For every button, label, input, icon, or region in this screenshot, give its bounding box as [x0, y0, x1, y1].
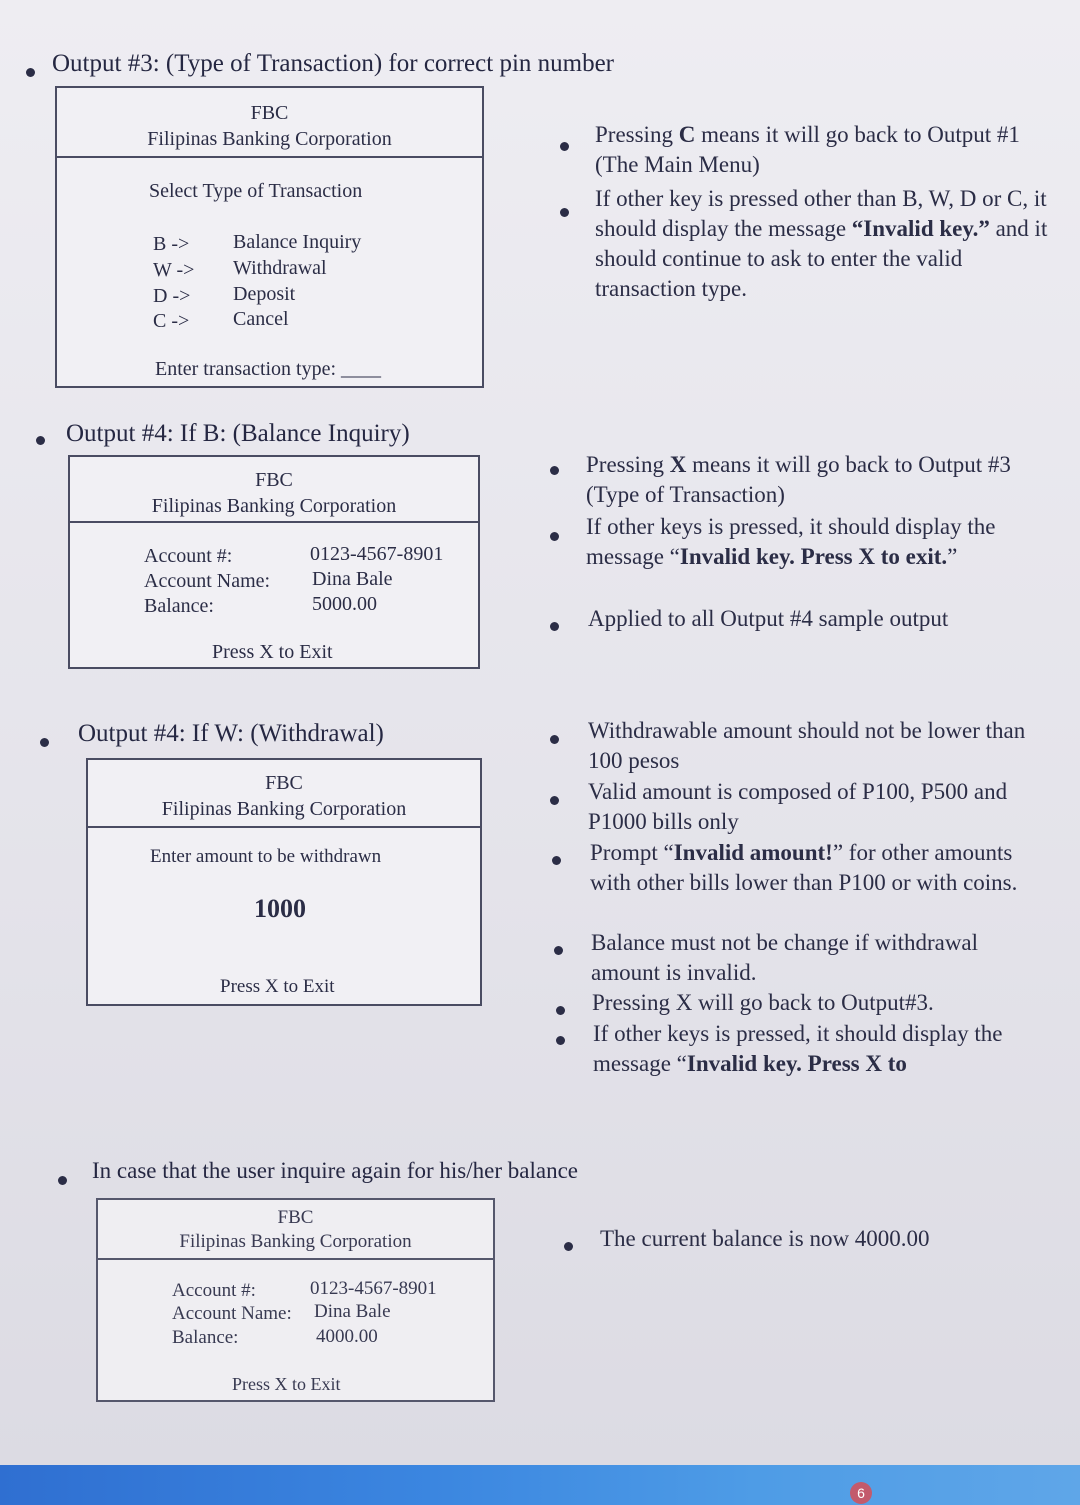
fbc-menu-box — [55, 86, 484, 388]
option-label-withdrawal: Withdrawal — [233, 257, 327, 279]
account-number-value: 0123-4567-8901 — [310, 543, 444, 565]
account-number-value: 0123-4567-8901 — [310, 1278, 437, 1299]
note-current-balance: The current balance is now 4000.00 — [600, 1226, 930, 1251]
balance-label: Balance: — [144, 595, 214, 617]
bank-full-name: Filipinas Banking Corporation — [151, 495, 397, 517]
bullet-icon — [58, 1176, 67, 1185]
bullet-icon — [560, 208, 569, 217]
option-key-d: D -> — [153, 285, 191, 307]
bullet-icon — [552, 856, 561, 865]
option-label-cancel: Cancel — [233, 308, 289, 330]
box-header — [88, 760, 480, 828]
note-x-back: Pressing X will go back to Output#3. — [592, 990, 934, 1015]
bank-full-name: Filipinas Banking Corporation — [147, 128, 392, 150]
exit-instruction: Press X to Exit — [220, 976, 335, 997]
note-applied-all: Applied to all Output #4 sample output — [588, 606, 949, 631]
notification-badge[interactable]: 6 — [850, 1482, 872, 1504]
bank-full-name: Filipinas Banking Corporation — [161, 798, 407, 820]
bank-full-name: Filipinas Banking Corporation — [179, 1231, 412, 1252]
note-invalid-key-withdrawal: If other keys is pressed, it should display the message “Invalid key. Press X to — [593, 1021, 1003, 1076]
section-heading-inquire-again: In case that the user inquire again for his/her balance — [92, 1158, 578, 1183]
note-invalid-amount: Prompt “Invalid amount!” for other amounts with other bills lower than P100 or with coins. — [590, 840, 1018, 895]
note-c-key: Pressing C means it will go back to Output #1 (The Main Menu) — [595, 122, 1020, 177]
section-heading-balance-inquiry: Output #4: If B: (Balance Inquiry) — [66, 420, 410, 447]
box-header — [70, 457, 478, 523]
bank-short-name: FBC — [250, 102, 289, 124]
withdraw-amount-value: 1000 — [254, 894, 306, 923]
bullet-icon — [550, 466, 559, 475]
note-invalid-key: If other key is pressed other than B, W, D or C, it should display the message “Invalid key.” and it should continue to ask to enter the valid transaction type. — [595, 186, 1048, 301]
bullet-icon — [36, 436, 45, 445]
account-number-label: Account #: — [172, 1280, 256, 1301]
section-heading-output-3: Output #3: (Type of Transaction) for correct pin number — [52, 50, 615, 77]
taskbar — [0, 1465, 1080, 1505]
bullet-icon — [556, 1036, 565, 1045]
option-key-b: B -> — [153, 233, 190, 255]
note-balance-unchanged: Balance must not be change if withdrawal amount is invalid. — [591, 930, 979, 985]
withdraw-amount-prompt: Enter amount to be withdrawn — [150, 846, 382, 867]
exit-instruction: Press X to Exit — [212, 641, 333, 663]
account-name-value: Dina Bale — [314, 1301, 391, 1322]
balance-value: 4000.00 — [316, 1326, 378, 1347]
option-key-c: C -> — [153, 310, 190, 332]
select-type-title: Select Type of Transaction — [149, 180, 363, 202]
balance-label: Balance: — [172, 1327, 239, 1348]
option-label-deposit: Deposit — [233, 283, 296, 305]
bullet-icon — [550, 796, 559, 805]
bank-short-name: FBC — [255, 469, 293, 491]
fbc-balance-box-updated — [96, 1198, 495, 1402]
option-label-balance: Balance Inquiry — [233, 231, 362, 253]
box-header — [57, 88, 482, 158]
option-key-w: W -> — [153, 259, 195, 281]
balance-value: 5000.00 — [312, 593, 377, 615]
bullet-icon — [550, 735, 559, 744]
bullet-icon — [26, 68, 35, 77]
bank-short-name: FBC — [277, 1207, 314, 1228]
bullet-icon — [550, 532, 559, 541]
box-header — [98, 1200, 493, 1260]
bullet-icon — [556, 1006, 565, 1015]
bullet-icon — [560, 142, 569, 151]
account-name-label: Account Name: — [144, 570, 271, 592]
account-name-value: Dina Bale — [312, 568, 393, 590]
bullet-icon — [564, 1242, 573, 1251]
transaction-type-prompt: Enter transaction type: ____ — [155, 358, 382, 380]
note-invalid-key-exit: If other keys is pressed, it should display the message “Invalid key. Press X to exit.” — [586, 514, 996, 569]
note-min-amount: Withdrawable amount should not be lower than 100 pesos — [588, 718, 1026, 773]
exit-instruction: Press X to Exit — [232, 1374, 341, 1394]
bullet-icon — [554, 946, 563, 955]
section-heading-withdrawal: Output #4: If W: (Withdrawal) — [78, 720, 384, 747]
fbc-withdrawal-box — [86, 758, 482, 1006]
bullet-icon — [550, 622, 559, 631]
account-number-label: Account #: — [144, 545, 233, 567]
fbc-balance-box — [68, 455, 480, 669]
bullet-icon — [40, 738, 49, 747]
note-valid-bills: Valid amount is composed of P100, P500 and P1000 bills only — [588, 779, 1008, 834]
account-name-label: Account Name: — [172, 1303, 292, 1324]
bank-short-name: FBC — [265, 772, 303, 794]
note-x-key: Pressing X means it will go back to Output #3 (Type of Transaction) — [586, 452, 1011, 507]
